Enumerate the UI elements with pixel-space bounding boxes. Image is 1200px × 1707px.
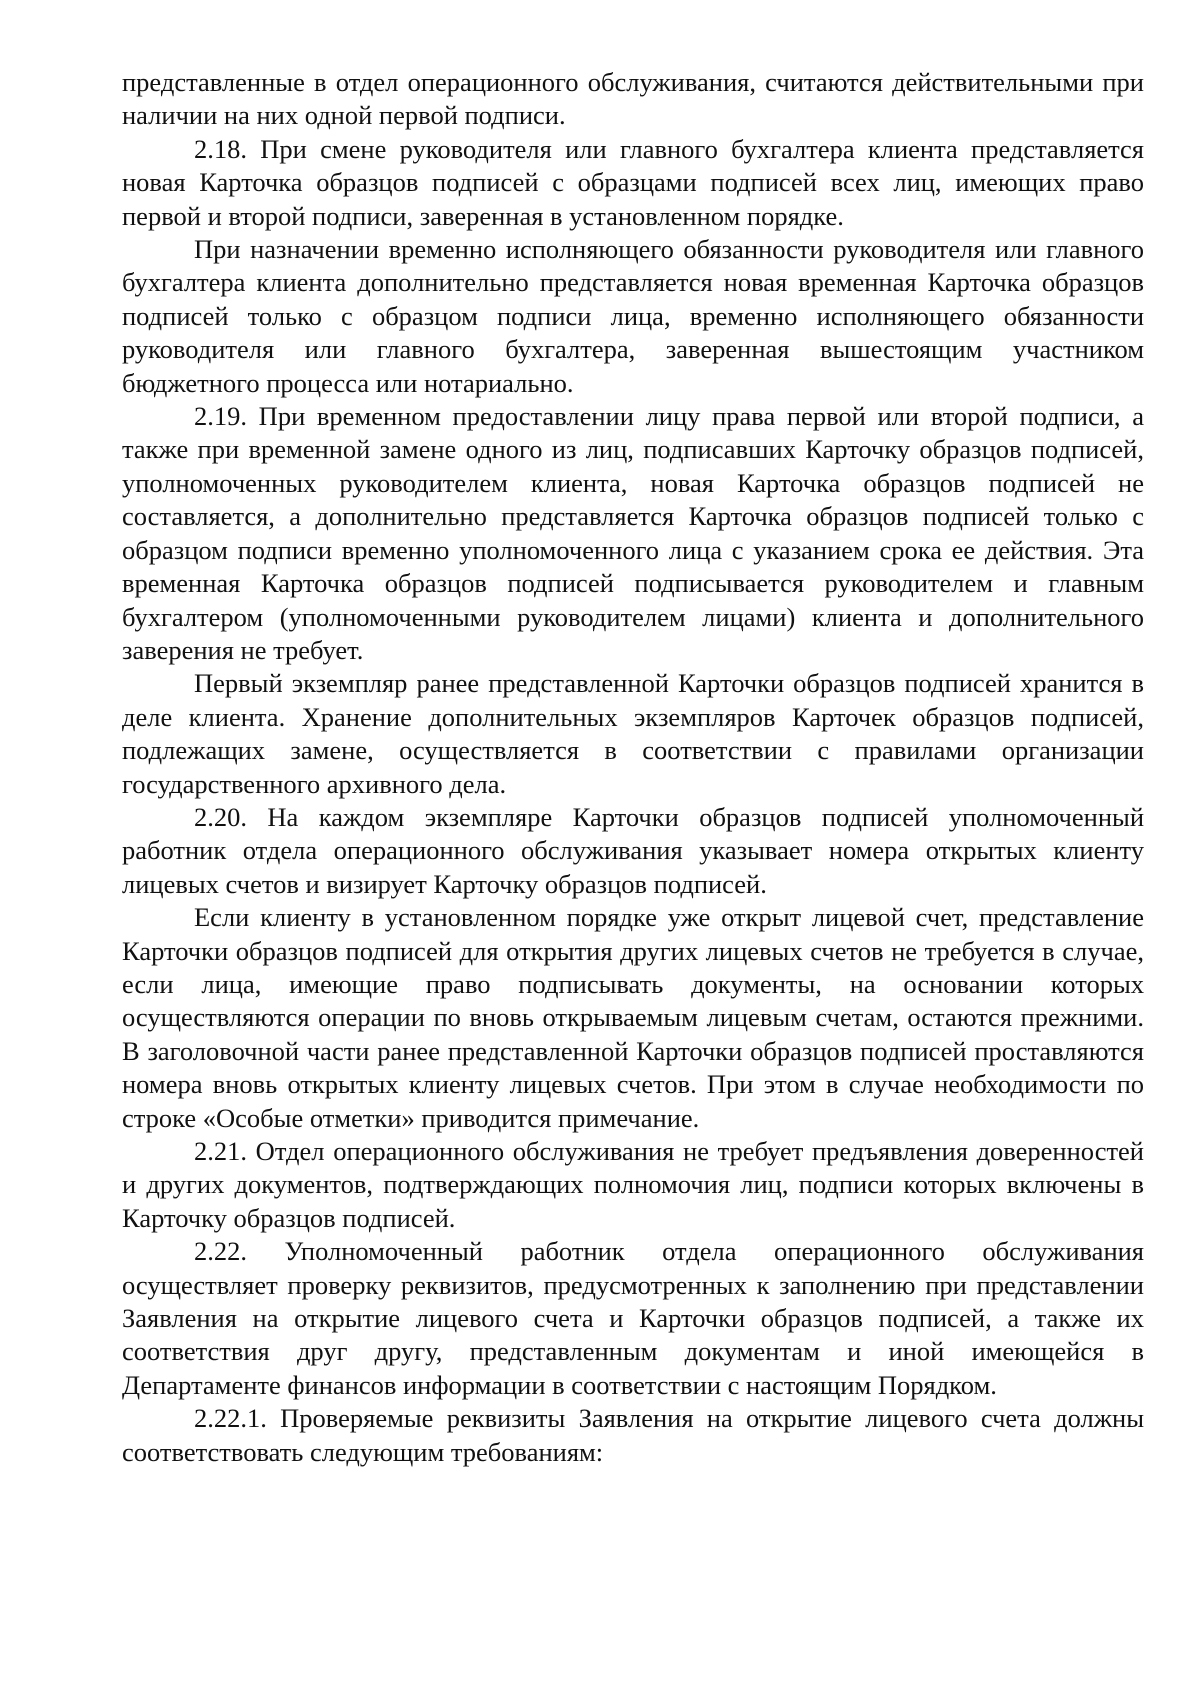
paragraph-acting-head: При назначении временно исполняющего обязанности руководителя или главного бухгалтера клиента дополнительно представляется новая временная Карточка образцов подписей только с образцом подписи лица, временно исполняющего обязанности руководителя или главного бухгалтера, заверенная вышестоящим участником бюджетного процесса или нотариально. (122, 234, 1144, 398)
paragraph-1: представленные в отдел операционного обслуживания, считаются действительными при наличии на них одной первой подписи. (122, 67, 1144, 131)
paragraph-first-copy: Первый экземпляр ранее представленной Карточки образцов подписей хранится в деле клиента. Хранение дополнительных экземпляров Карточек образцов подписей, подлежащих замене, осуществляется в соответствии с правилами организации государственного архивного дела. (122, 668, 1144, 799)
document-page (122, 66, 1144, 1469)
paragraph-2-22: 2.22. Уполномоченный работник отдела операционного обслуживания осуществляет проверку реквизитов, предусмотренных к заполнению при представлении Заявления на открытие лицевого счета и Карточки образцов подписей, а также их соответствия друг другу, представленным документам и иной имеющейся в Департаменте финансов информации в соответствии с настоящим Порядком. (122, 1236, 1144, 1400)
paragraph-2-19: 2.19. При временном предоставлении лицу права первой или второй подписи, а также при временной замене одного из лиц, подписавших Карточку образцов подписей, уполномоченных руководителем клиента, новая Карточка образцов подписей не составляется, а дополнительно представляется Карточка образцов подписей только с образцом подписи временно уполномоченного лица с указанием срока ее действия. Эта временная Карточка образцов подписей подписывается руководителем и главным бухгалтером (уполномоченными руководителем лицами) клиента и дополнительного заверения не требует. (122, 401, 1144, 665)
paragraph-2-22-1: 2.22.1. Проверяемые реквизиты Заявления на открытие лицевого счета должны соответствовать следующим требованиям: (122, 1403, 1144, 1467)
paragraph-2-20: 2.20. На каждом экземпляре Карточки образцов подписей уполномоченный работник отдела операционного обслуживания указывает номера открытых клиенту лицевых счетов и визирует Карточку образцов подписей. (122, 801, 1144, 899)
paragraph-existing-account: Если клиенту в установленном порядке уже открыт лицевой счет, представление Карточки образцов подписей для открытия других лицевых счетов не требуется в случае, если лица, имеющие право подписывать документы, на основании которых осуществляются операции по вновь открываемым лицевым счетам, остаются прежними. В заголовочной части ранее представленной Карточки образцов подписей проставляются номера вновь открытых клиенту лицевых счетов. При этом в случае необходимости по строке «Особые отметки» приводится примечание. (122, 902, 1144, 1133)
paragraph-2-18: 2.18. При смене руководителя или главного бухгалтера клиента представляется новая Карточка образцов подписей с образцами подписей всех лиц, имеющих право первой и второй подписи, заверенная в установленном порядке. (122, 133, 1144, 231)
paragraph-2-21: 2.21. Отдел операционного обслуживания не требует предъявления доверенностей и других документов, подтверждающих полномочия лиц, подписи которых включены в Карточку образцов подписей. (122, 1136, 1144, 1233)
